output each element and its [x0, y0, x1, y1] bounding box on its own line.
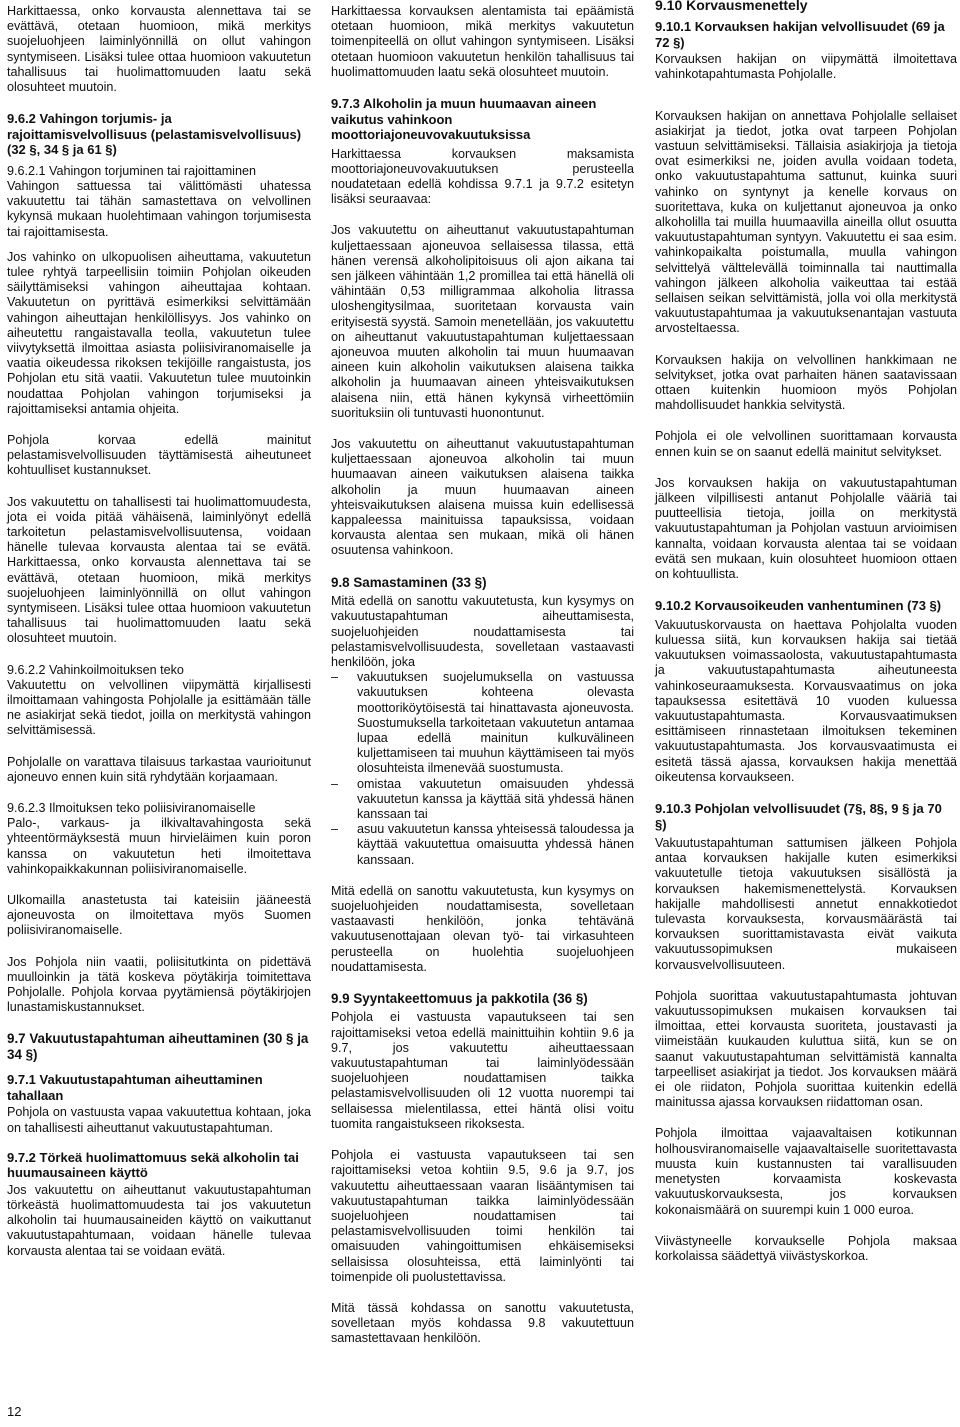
paragraph: Ulkomailla anastetusta tai kateisiin jääneestä ajoneuvosta on ilmoitettava myös Suomen poliisiviranomaiselle.	[7, 893, 311, 938]
list-item-text: omistaa vakuutetun omaisuuden yhdessä vakuutetun kanssa ja käyttää sitä yhdessä hänen kanssaan tai	[357, 776, 634, 821]
paragraph: Mitä edellä on sanottu vakuutetusta, kun kysymys on vakuutustapahtuman aiheuttamisesta, suojeluohjeiden noudattamisesta tai pelastamisvelvollisuudesta, sovelletaan vastaavasti henkilöön, joka	[331, 594, 634, 669]
paragraph: Vahingon sattuessa tai välittömästi uhatessa vakuutettu tai tähän samastettava on velvollinen kykynsä mukaan huolehtimaan vahingon torjumisesta tai rajoittamisesta.	[7, 178, 311, 239]
paragraph: Jos vahinko on ulkopuolisen aiheuttama, vakuutetun tulee ryhtyä tarpeellisiin toimiin Pohjolan oikeuden säilyttämiseksi vahingon aiheuttajaa kohtaan. Vakuutetun on pyrittävä esimerkiksi selvittämään vahingon aiheuttajan henkilöllisyys. Jos vahinko on aiheutettu rangaistavalla teolla, vakuutetun tulee viivytyksettä ilmoittaa asiasta poliisiviranomaiselle ja vaatia oikeudessa rikoksen tekijöille rangaistusta, jos Pohjolan etu sitä vaatii. Vakuutetun tulee muutoinkin noudattaa Pohjolan vahingon torjumiseksi ja rajoittamiseksi antamia ohjeita.	[7, 249, 311, 416]
paragraph: Harkittaessa, onko korvausta alennettava tai se evättävä, otetaan huomioon, mikä merkitys suojeluohjeen laiminlyönnillä on ollut vahingon syntymiseen. Lisäksi tulee ottaa huomioon vakuutetun tahallisuus tai huolimattomuuden laatu sekä olosuhteet muutoin.	[7, 4, 311, 95]
dash-list-item	[331, 777, 634, 823]
section-heading-9-8: 9.8 Samastaminen (33 §)	[331, 574, 487, 590]
paragraph: Mitä edellä on sanottu vakuutetusta, kun kysymys on suojeluohjeiden noudattamisesta, sovelletaan vastaavasti henkilöön, jonka tehtävänä vakuutusenottajaan olevan työ- tai virkasuhteen perusteella on huolehtia suojeluohjeen noudattamisesta.	[331, 883, 634, 974]
paragraph: Jos vakuutettu on aiheuttanut vakuutustapahtuman kuljettaessaan ajoneuvoa sellaisessa tilassa, että hänen verensä alkoholipitoisuus oli ajon aikana tai sen jälkeen vähintään 1,2 promillea tai että hänellä oli vähintään 0,53 milligrammaa alkoholia litrassa uloshengitysilmaa, suoritetaan korvausta vain erityisestä syystä. Samoin menetellään, jos vakuutettu on aiheuttanut vakuutustapahtuman kuljettaessaan ajoneuvoa muuten alkoholin tai muun huumaavan aineen kuin alkoholin vaikutuksen alaisena taikka alkoholin ja huumaavan aineen yhteisvaikutuksen alaisena niin, että hänen kykynsä virheettömiin suorituksiin oli tuntuvasti huonontunut.	[331, 223, 634, 420]
column-3	[655, 0, 957, 1280]
subsection-title: 9.6.2.1 Vahingon torjuminen tai rajoittaminen	[7, 163, 256, 178]
dash-list-item	[331, 670, 634, 776]
paragraph: Korvauksen hakijan on annettava Pohjolalle sellaiset asiakirjat ja tiedot, jotka ovat tarpeen Pohjolan vastuun selvittämiseksi. Tällaisia asiakirjoja ja tietoja ovat esimerkiksi ne, joiden avulla voidaan todeta, onko vakuutustapahtuma sattunut, kuinka suuri vahinko on syntynyt ja kenelle korvaus on suoritettava, kuka on kuljettanut ajoneuvoa ja onko alkoholilla tai muilla huumaavilla aineilla ollut osuutta vakuutustapahtuman syntyyn. Vakuutettu ei saa esim. vahinkopaikalta poistumalla, muulla vahingon selvittelyä välttelevällä toiminnalla tai nauttimalla vahingon jälkeen alkoholia vaikeuttaa tai estää sellaisen seikan selvittämistä, jolla voi olla merkitystä vakuutustapahtumaa ja vakuutuksenantajan vastuuta arvosteltaessa.	[655, 108, 957, 336]
paragraph: Jos vakuutettu on aiheuttanut vakuutustapahtuman törkeästä huolimattomuudesta tai jos vakuutetun alkoholin tai huumausaineiden käyttö on vaikuttanut vakuutustapahtumaan, voidaan hänelle tulevaa korvausta alentaa tai se voidaan evätä.	[7, 1182, 311, 1258]
paragraph: Pohjola ilmoittaa vajaavaltaisen kotikunnan holhousviranomaiselle vajaavaltaiselle suoritettavasta muusta kuin kustannusten tai varallisuuden menetysten korvaamista koskevasta vakuutuskorvauksesta, jos korvauksen kokonaismäärä on suurempi kuin 1 000 euroa.	[655, 1126, 957, 1217]
paragraph: Vakuutettu on velvollinen viipymättä kirjallisesti ilmoittamaan vahingosta Pohjolalle ja esittämään tälle ne asiakirjat sekä tiedot, joilla on merkitystä vahingon selvittämisessä.	[7, 677, 311, 738]
paragraph: Pohjola ei ole velvollinen suorittamaan korvausta ennen kuin se on saanut edellä mainitut selvitykset.	[655, 429, 957, 459]
paragraph: Korvauksen hakijan on viipymättä ilmoitettava vahinkotapahtumasta Pohjolalle.	[655, 52, 957, 82]
paragraph: Mitä tässä kohdassa on sanottu vakuutetusta, sovelletaan myös kohdassa 9.8 vakuutettuun samastettavaan henkilöön.	[331, 1300, 634, 1346]
paragraph: Jos vakuutettu on aiheuttanut vakuutustapahtuman kuljettaessaan ajoneuvoa alkoholin tai muun huumaavan aineen vaikutuksen alaisena taikka alkoholin ja muun huumaavan aineen yhteisvaikutuksen alaisena muissa kuin edellisessä kappaleessa mainituissa tapauksissa, voidaan korvausta alentaa sen mukaan, mikä oli hänen osuutensa vahinkoon.	[331, 436, 634, 558]
dash-bullet: –	[331, 776, 339, 791]
paragraph: Jos vakuutettu on tahallisesti tai huolimattomuudesta, jota ei voida pitää vähäisenä, laiminlyönyt edellä tarkoitetun pelastamisvelvollisuutensa, voidaan hänelle tulevaa korvausta alentaa tai se evätä. Harkittaessa, onko korvausta alennettava tai se evättävä, otetaan huomioon, mikä merkitys suojeluohjeen laiminlyönnillä on ollut vahingon syntymiseen. Lisäksi tulee ottaa huomioon vakuutetun tahallisuus tai huolimattomuuden laatu sekä olosuhteet muutoin.	[7, 494, 311, 646]
paragraph: Korvauksen hakija on velvollinen hankkimaan ne selvitykset, jotka ovat parhaiten hänen saatavissaan ottaen kuitenkin huomioon myös Pohjolan mahdollisuudet hankkia selvitystä.	[655, 352, 957, 413]
paragraph: Harkittaessa korvauksen maksamista moottoriajoneuvovakuutuksen perusteella noudatetaan edellä kohdissa 9.7.1 ja 9.7.2 esitetyn lisäksi seuraavaa:	[331, 146, 634, 207]
section-heading-9-9: 9.9 Syyntakeettomuus ja pakkotila (36 §)	[331, 990, 588, 1006]
column-1	[7, 0, 311, 1275]
list-item-text: vakuutuksen suojelumuksella on vastuussa vakuutuksen kohteena olevasta moottoriköytöisestä tai hinattavasta ajoneuvosta. Suostumuksella tarkoitetaan vakuutetun antamaa lupaa edellä mainitun kulkuvälineen kuljettamiseen tai muuhun käyttämiseen tai myös olosuhteista ilmenevää suostumusta.	[357, 670, 634, 776]
subsection-title: 9.6.2.2 Vahinkoilmoituksen teko	[7, 662, 184, 677]
paragraph: Jos korvauksen hakija on vakuutustapahtuman jälkeen vilpillisesti antanut Pohjolalle vääriä tai puutteellisia tietoja, joilla on merkitystä vakuutustapahtuman ja Pohjolan vastuun arvioimisen kannalta, voidaan korvausta alentaa tai se voidaan evätä sen mukaan, kuin olosuhteet huomioon ottaen on kohtuullista.	[655, 475, 957, 582]
paragraph: Jos Pohjola niin vaatii, poliisitutkinta on pidettävä muulloinkin ja tätä koskeva pöytäkirja toimitettava Pohjolalle. Pohjola korvaa pyytämiensä pöytäkirjojen lunastamiskustannukset.	[7, 954, 311, 1015]
section-heading-9-7: 9.7 Vakuutustapahtuman aiheuttaminen (30 § ja 34 §)	[7, 1031, 309, 1062]
section-heading-9-10-1: 9.10.1 Korvauksen hakijan velvollisuudet (69 ja 72 §)	[655, 19, 945, 50]
paragraph: Harkittaessa korvauksen alentamista tai epäämistä otetaan huomioon, mikä merkitys vakuutetun toimenpiteellä on ollut vahingon syntymiseen. Lisäksi otetaan huomioon vakuutetun henkilön tahallisuus tai huolimattomuuden laatu sekä olosuhteet muutoin.	[331, 4, 634, 79]
subsection-9-6-2-1	[7, 164, 311, 240]
paragraph: Pohjolalle on varattava tilaisuus tarkastaa vaurioitunut ajoneuvo ennen kuin sitä ryhdytään korjaamaan.	[7, 754, 311, 784]
dash-bullet: –	[331, 822, 339, 837]
paragraph: Pohjola ei vastuusta vapautukseen tai sen rajoittamiseksi vetoa kohtiin 9.5, 9.6 ja 9.7, jos vakuutettu aiheuttaessaan vaaran lisääntymisen tai vakuutustapahtuman taikka laiminlyödessään suojeluohjeen noudattamisen tai pelastamisvelvollisuuden toimi henkilön tai omaisuuden vahingoittumisen ehkäisemiseksi sellaisissa olosuhteissa, että laiminlyönti tai toimenpide oli puolustettavissa.	[331, 1148, 634, 1284]
subsection-9-6-2-3	[7, 801, 311, 877]
paragraph: Pohjola korvaa edellä mainitut pelastamisvelvollisuuden täyttämisestä aiheutuneet kohtuulliset kustannukset.	[7, 432, 311, 478]
page-number: 12	[7, 1404, 22, 1419]
section-heading-9-10-3: 9.10.3 Pohjolan velvollisuudet (7§, 8§, 9 § ja 70 §)	[655, 801, 942, 832]
section-heading-9-10-2: 9.10.2 Korvausoikeuden vanhentuminen (73 §)	[655, 598, 942, 614]
paragraph: Pohjola on vastuusta vapaa vakuutettua kohtaan, joka on tahallisesti aiheuttanut vakuutustapahtuman.	[7, 1105, 311, 1135]
paragraph: Vakuutuskorvausta on haettava Pohjolalta vuoden kuluessa siitä, kun korvauksen hakija sai tietää vakuutuksen voimassaolosta, vakuutustapahtumasta ja vakuutustapahtumasta aiheutuneesta vahinkoseuraamuksesta. Korvausvaatimus on joka tapauksessa esitettävä 10 vuoden kuluessa vakuutustapahtumasta. Korvausvaatimuksen esittämiseen rinnastetaan ilmoituksen tekeminen vakuutustapahtumasta. Jos korvausvaatimusta ei esitetä tässä ajassa, korvauksen hakija menettää oikeutensa korvaukseen.	[655, 617, 957, 784]
paragraph: Palo-, varkaus- ja ilkivaltavahingosta sekä yhteentörmäyksestä muun hirvieläimen kuin poron kanssa on vakuutetun heti ilmoitettava vahinkopaikkakunnan poliisiviranomaiselle.	[7, 816, 311, 876]
paragraph: Pohjola ei vastuusta vapautukseen tai sen rajoittamiseksi vetoa edellä mainittuihin kohtiin 9.6 ja 9.7, jos vakuutettu aiheuttaessaan vakuutustapahtuman tai laiminlyödessään suojeluohjeen noudattamisen taikka pelastamisvelvollisuuden oli 12 vuotta nuorempi tai sellaisessa mielentilassa, ettei häntä olisi voitu tuomita rangaistukseen rikoksesta.	[331, 1010, 634, 1131]
column-2	[331, 0, 634, 1363]
subsection-9-6-2-2	[7, 663, 311, 739]
section-heading-9-10: 9.10 Korvausmenettely	[655, 0, 808, 13]
section-heading-9-7-3: 9.7.3 Alkoholin ja muun huumaavan aineen vaikutus vahinkoon moottoriajoneuvovakuutuksissa	[331, 96, 597, 143]
section-heading-9-6-2: 9.6.2 Vahingon torjumis- ja rajoittamisvelvollisuus (pelastamisvelvollisuus) (32 §, 34 § ja 61 §)	[7, 111, 302, 158]
dash-bullet: –	[331, 670, 339, 685]
paragraph: Pohjola suorittaa vakuutustapahtumasta johtuvan vakuutussopimuksen mukaisen korvauksen tai ilmoittaa, ettei korvausta suoriteta, joustavasti ja viimeistään kuukauden kuluttua siitä, kun se on saanut vakuutustapahtuman selvittämistä kannalta tarpeelliset asiakirjat ja tiedot. Jos korvauksen määrä ei ole riidaton, Pohjola suorittaa kuitenkin edellä mainitussa ajassa korvauksen riidattoman osan.	[655, 988, 957, 1110]
subsection-title: 9.6.2.3 Ilmoituksen teko poliisiviranomaiselle	[7, 801, 256, 816]
section-heading-9-7-2: 9.7.2 Törkeä huolimattomuus sekä alkoholin tai huumausaineen käyttö	[7, 1149, 299, 1181]
section-heading-9-7-1: 9.7.1 Vakuutustapahtuman aiheuttaminen tahallaan	[7, 1072, 263, 1103]
paragraph: Vakuutustapahtuman sattumisen jälkeen Pohjola antaa korvauksen hakijalle kuten esimerkiksi vakuutetulle tietoja vakuutuksen sisällöstä ja korvauksen hakemismenettelystä. Korvauksen hakijalle mahdollisesti annetut ennakkotiedot tulevasta korvauksesta, korvausmäärästä tai korvauksen suorittamistavasta eivät vaikuta vakuutussopimuksen mukaiseen korvausvelvollisuuteen.	[655, 836, 957, 972]
paragraph: Viivästyneelle korvaukselle Pohjola maksaa korkolaissa säädettyä viivästyskorkoa.	[655, 1233, 957, 1263]
list-item-text: asuu vakuutetun kanssa yhteisessä taloudessa ja käyttää vakuutettua omaisuutta yhdessä hänen kanssaan.	[357, 822, 634, 867]
dash-list-item	[331, 822, 634, 868]
